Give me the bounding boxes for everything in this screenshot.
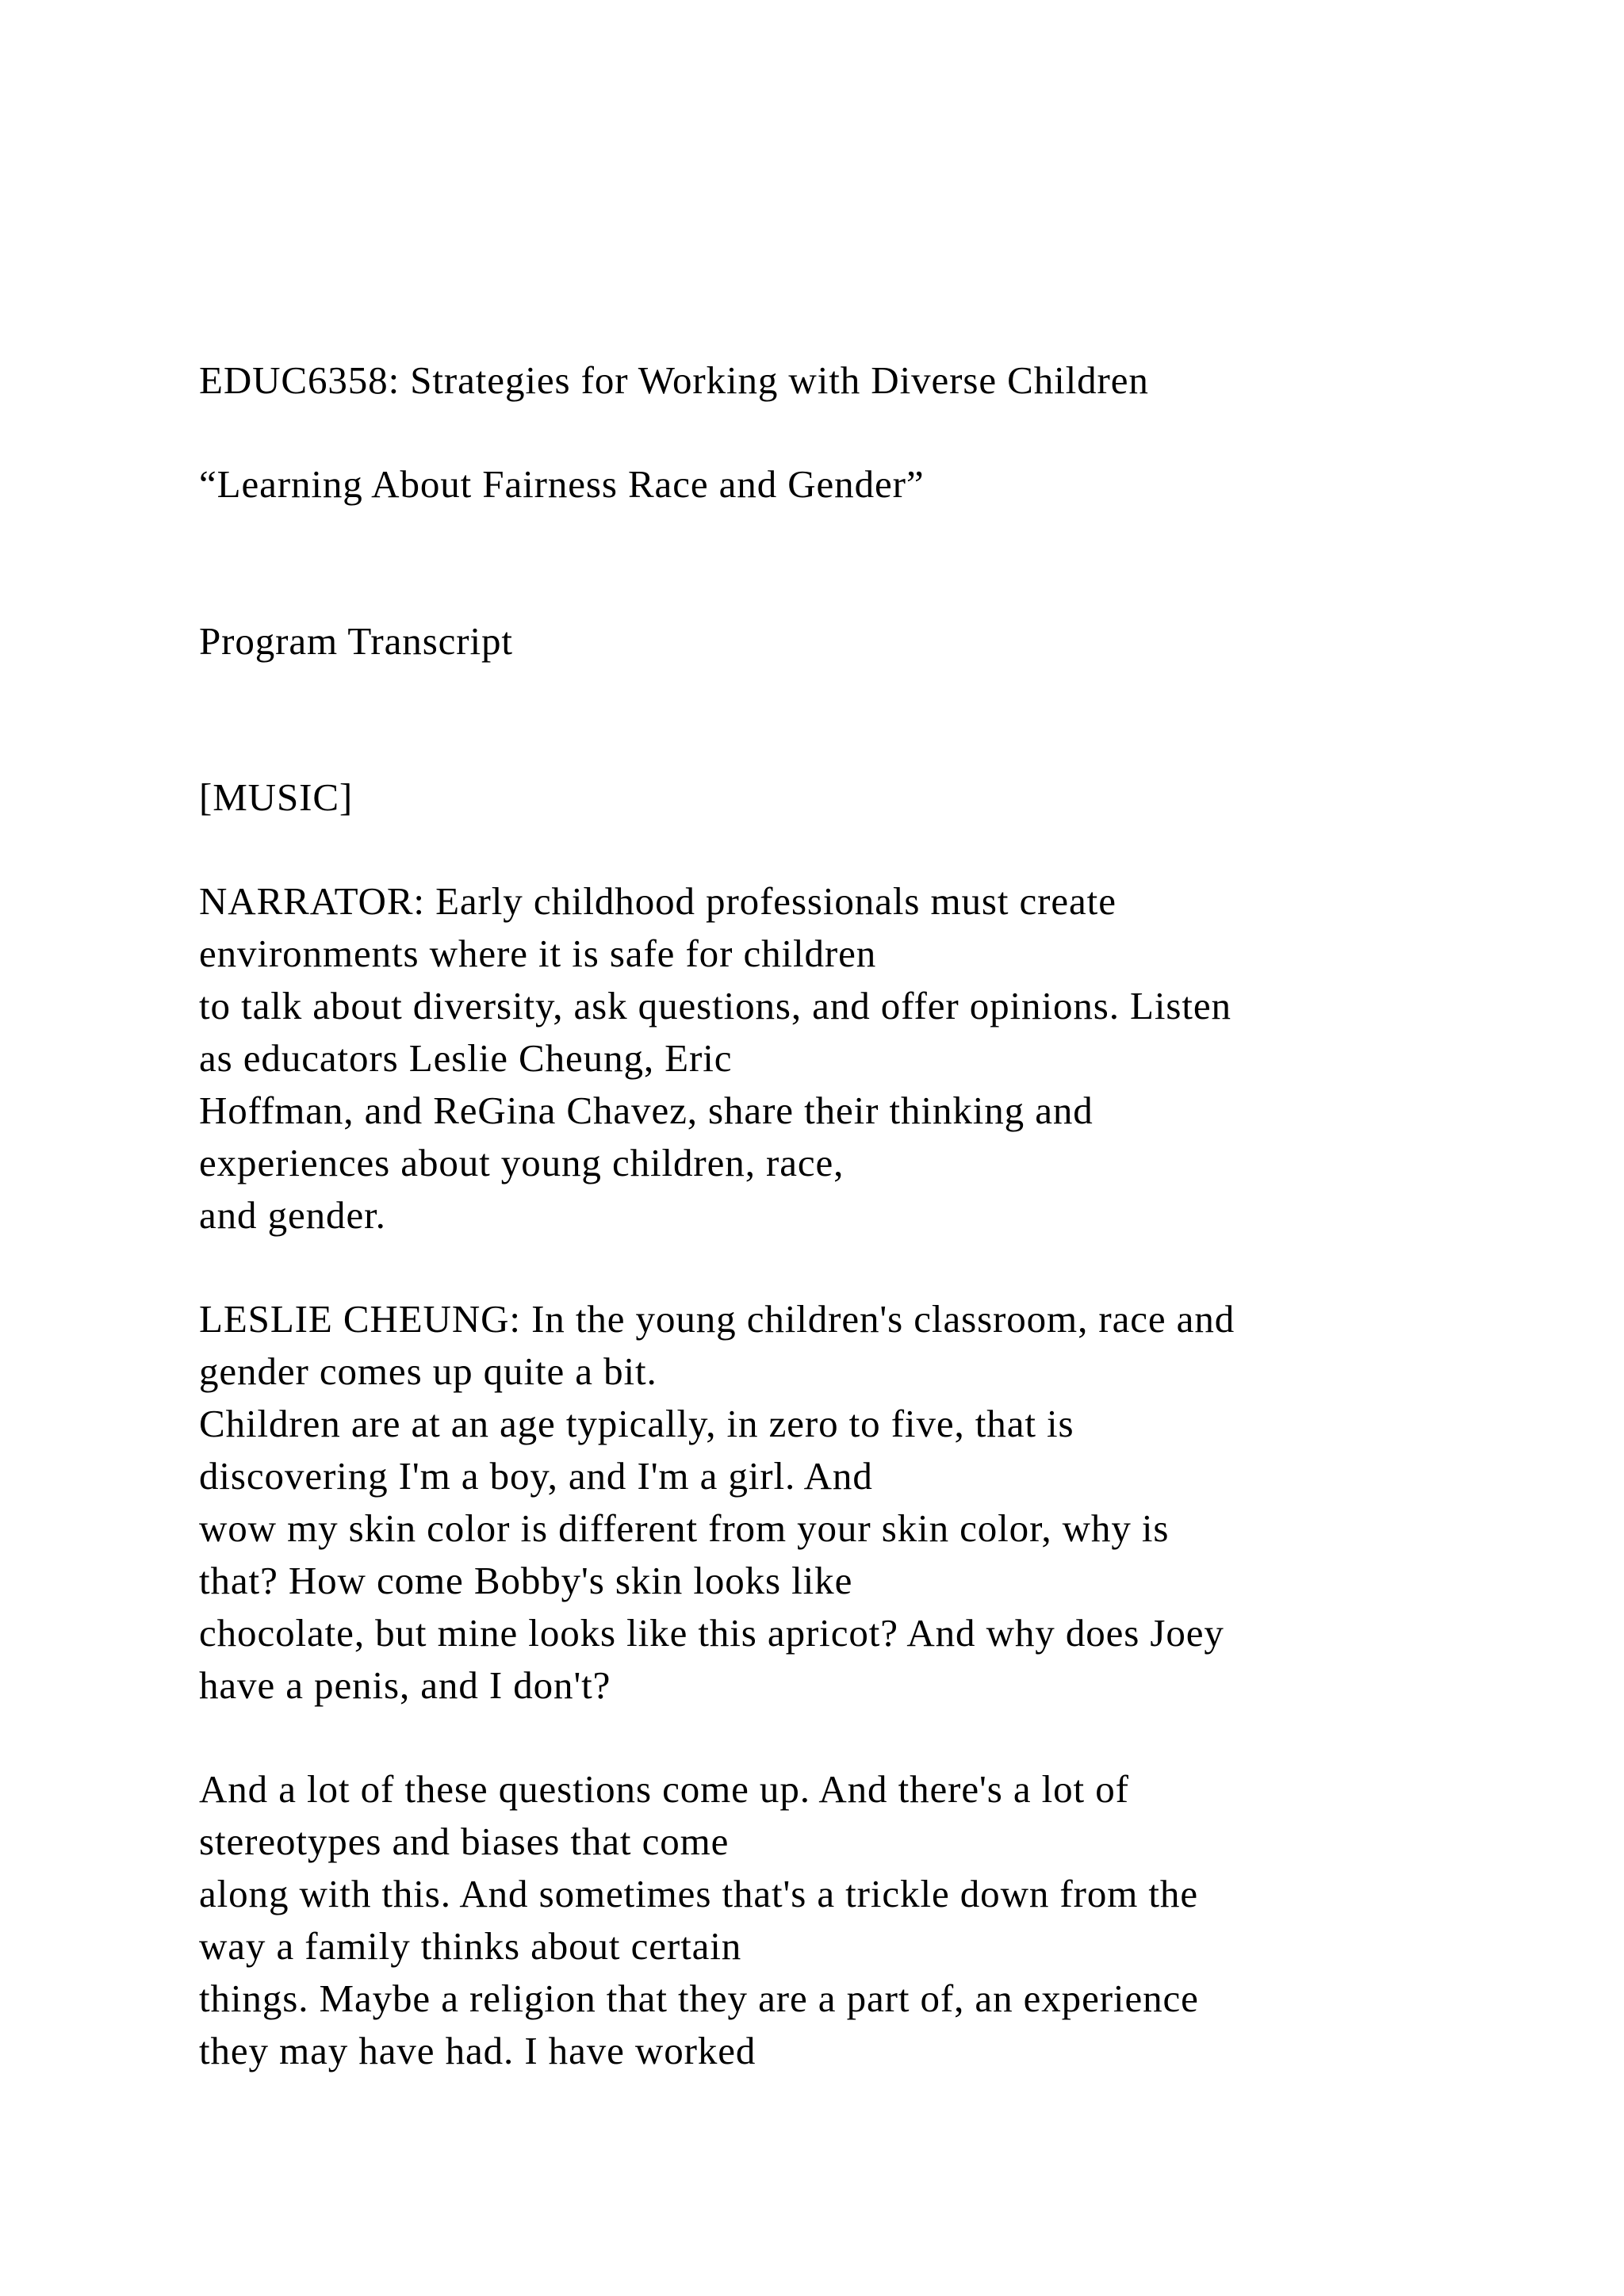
paragraph-line: experiences about young children, race, bbox=[199, 1141, 845, 1184]
paragraph-line: to talk about diversity, ask questions, and offer opinions. Listen bbox=[199, 984, 1231, 1027]
music-cue: [MUSIC] bbox=[199, 775, 354, 819]
section-label: Program Transcript bbox=[199, 619, 513, 663]
paragraph-line: and gender. bbox=[199, 1193, 386, 1237]
paragraph-line: as educators Leslie Cheung, Eric bbox=[199, 1036, 733, 1080]
paragraph-line: LESLIE CHEUNG: In the young children's classroom, race and bbox=[199, 1297, 1235, 1341]
program-title: “Learning About Fairness Race and Gender” bbox=[199, 462, 925, 506]
paragraph-line: stereotypes and biases that come bbox=[199, 1820, 730, 1863]
paragraph-line: environments where it is safe for children bbox=[199, 932, 877, 975]
paragraph-line: Children are at an age typically, in zero to five, that is bbox=[199, 1402, 1074, 1445]
paragraph-line: Hoffman, and ReGina Chavez, share their thinking and bbox=[199, 1089, 1094, 1132]
paragraph-line: way a family thinks about certain bbox=[199, 1924, 742, 1968]
paragraph-line: And a lot of these questions come up. And there's a lot of bbox=[199, 1767, 1129, 1811]
paragraph-line: they may have had. I have worked bbox=[199, 2029, 756, 2072]
paragraph-line: that? How come Bobby's skin looks like bbox=[199, 1559, 853, 1602]
paragraph-line: NARRATOR: Early childhood professionals must create bbox=[199, 879, 1116, 923]
paragraph-line: discovering I'm a boy, and I'm a girl. And bbox=[199, 1454, 873, 1498]
course-title: EDUC6358: Strategies for Working with Diverse Children bbox=[199, 358, 1149, 402]
paragraph-line: have a penis, and I don't? bbox=[199, 1663, 611, 1707]
paragraph-line: gender comes up quite a bit. bbox=[199, 1349, 657, 1393]
paragraph-line: wow my skin color is different from your skin color, why is bbox=[199, 1506, 1170, 1550]
paragraph-line: things. Maybe a religion that they are a part of, an experience bbox=[199, 1976, 1199, 2020]
paragraph-line: along with this. And sometimes that's a trickle down from the bbox=[199, 1872, 1198, 1915]
paragraph-line: chocolate, but mine looks like this apricot? And why does Joey bbox=[199, 1611, 1224, 1655]
